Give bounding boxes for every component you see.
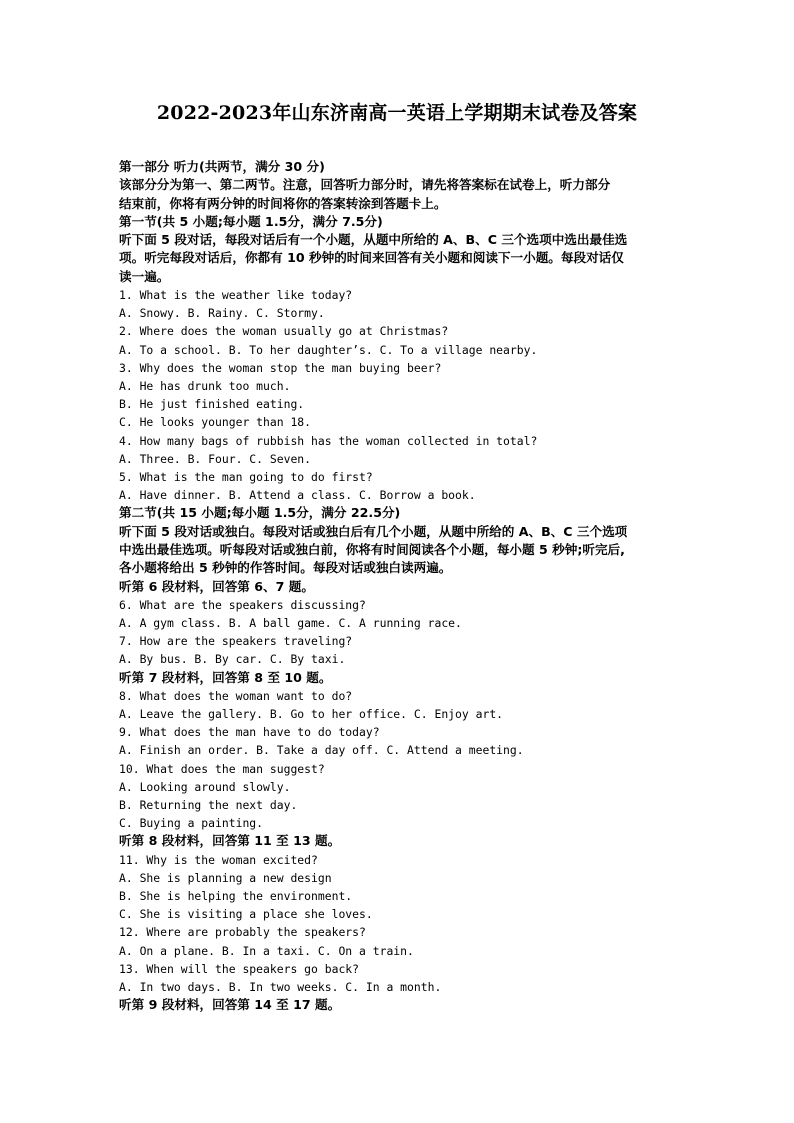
page-title: 2022-2023年山东济南高一英语上学期期末试卷及答案 <box>156 102 638 124</box>
question-line: A. Three. B. Four. C. Seven. <box>119 451 312 466</box>
question-line: 1. What is the weather like today? <box>119 288 353 303</box>
question-line: B. Returning the next day. <box>119 797 298 812</box>
question-line: C. Buying a painting. <box>119 816 264 831</box>
question-line: B. He just finished eating. <box>119 397 305 412</box>
question-line: A. By bus. B. By car. C. By taxi. <box>119 652 346 667</box>
question-line: A. A gym class. B. A ball game. C. A running race. <box>119 616 462 630</box>
instruction-line: 各小题将给出 5 秒钟的作答时间。每段对话或独白读两遍。 <box>119 560 452 576</box>
instruction-line: 读一遍。 <box>119 268 170 284</box>
question-line: 13. When will the speakers go back? <box>119 961 360 976</box>
instruction-line: 听下面 5 段对话或独白。每段对话或独白后有几个小题，从题中所给的 A、B、C 三个选项 <box>119 523 628 539</box>
question-line: B. She is helping the environment. <box>119 889 353 904</box>
instruction-line: 听第 9 段材料，回答第 14 至 17 题。 <box>119 997 341 1013</box>
instruction-line: 该部分分为第一、第二两节。注意，回答听力部分时，请先将答案标在试卷上，听力部分 <box>119 177 611 193</box>
instruction-line: 第一节(共 5 小题;每小题 1.5分，满分 7.5分) <box>119 213 383 229</box>
instruction-line: 听第 6 段材料，回答第 6、7 题。 <box>119 578 314 594</box>
instruction-line: 听第 8 段材料，回答第 11 至 13 题。 <box>119 833 341 849</box>
instruction-line: 听下面 5 段对话，每段对话后有一个小题，从题中所给的 A、B、C 三个选项中选出最佳选 <box>119 232 628 248</box>
question-line: 6. What are the speakers discussing? <box>119 597 366 612</box>
question-line: 8. What does the woman want to do? <box>119 688 353 703</box>
question-line: A. Finish an order. B. Take a day off. C. Attend a meeting. <box>119 743 524 758</box>
instruction-line: 听第 7 段材料，回答第 8 至 10 题。 <box>119 669 332 685</box>
instruction-line: 第一部分 听力(共两节，满分 30 分) <box>119 159 325 174</box>
instruction-line: 中选出最佳选项。听每段对话或独白前，你将有时间阅读各个小题，每小题 5 秒钟;听完后, <box>119 541 625 557</box>
question-line: 9. What does the man have to do today? <box>119 725 380 740</box>
question-line: C. She is visiting a place she loves. <box>119 907 373 922</box>
question-line: 2. Where does the woman usually go at Christmas? <box>119 324 449 339</box>
question-line: A. In two days. B. In two weeks. C. In a month. <box>119 979 442 994</box>
question-line: A. She is planning a new design <box>119 870 332 885</box>
question-line: A. He has drunk too much. <box>119 379 291 394</box>
question-line: 4. How many bags of rubbish has the woman collected in total? <box>119 433 538 448</box>
question-line: 10. What does the man suggest? <box>119 761 325 776</box>
document-body <box>119 158 689 1014</box>
question-line: 11. Why is the woman excited? <box>119 852 318 867</box>
question-line: 12. Where are probably the speakers? <box>119 925 366 940</box>
question-line: 5. What is the man going to do first? <box>119 469 373 484</box>
question-line: A. Looking around slowly. <box>119 779 291 794</box>
instruction-line: 第二节(共 15 小题;每小题 1.5分，满分 22.5分) <box>119 505 401 521</box>
question-line: A. To a school. B. To her daughter’s. C. To a village nearby. <box>119 342 538 357</box>
instruction-line: 项。听完每段对话后，你都有 10 秒钟的时间来回答有关小题和阅读下一小题。每段对话仅 <box>119 250 624 266</box>
question-line: 7. How are the speakers traveling? <box>119 634 353 649</box>
question-line: A. On a plane. B. In a taxi. C. On a train. <box>119 943 414 958</box>
question-line: C. He looks younger than 18. <box>119 415 312 430</box>
question-line: A. Snowy. B. Rainy. C. Stormy. <box>119 306 325 321</box>
question-line: A. Leave the gallery. B. Go to her office. C. Enjoy art. <box>119 707 504 722</box>
instruction-line: 结束前，你将有两分钟的时间将你的答案转涂到答题卡上。 <box>119 195 447 211</box>
question-line: 3. Why does the woman stop the man buying beer? <box>119 360 442 375</box>
question-line: A. Have dinner. B. Attend a class. C. Borrow a book. <box>119 488 476 503</box>
